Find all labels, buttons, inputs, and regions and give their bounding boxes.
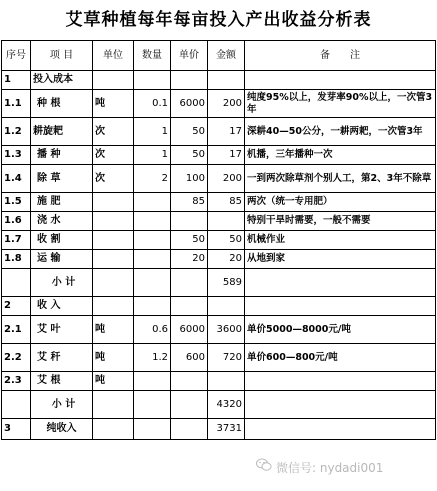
table-row	[2, 118, 436, 146]
row-amount: 200	[208, 90, 245, 118]
row-item: 收 入	[31, 297, 93, 316]
row-amount: 17	[208, 118, 245, 146]
row-note	[245, 391, 436, 419]
row-price	[171, 212, 208, 231]
row-qty	[134, 297, 171, 316]
row-unit	[93, 71, 134, 90]
row-price: 6000	[171, 316, 208, 344]
row-note: 纯度95%以上，发芽率90%以上，一次管3年	[245, 90, 436, 118]
row-seq: 2.3	[2, 372, 31, 391]
row-amount: 200	[208, 165, 245, 193]
row-unit: 吨	[93, 372, 134, 391]
row-item: 播 种	[31, 146, 93, 165]
row-amount	[208, 372, 245, 391]
row-price: 600	[171, 344, 208, 372]
header-price: 单价	[171, 41, 208, 71]
row-qty	[134, 269, 171, 297]
row-seq: 1.6	[2, 212, 31, 231]
row-price: 6000	[171, 90, 208, 118]
table-row	[2, 269, 436, 297]
row-item: 小 计	[31, 391, 93, 419]
row-seq: 1.1	[2, 90, 31, 118]
row-qty: 0.6	[134, 316, 171, 344]
row-unit	[93, 231, 134, 250]
table-row	[2, 250, 436, 269]
table-row	[2, 391, 436, 419]
row-amount	[208, 212, 245, 231]
row-unit: 吨	[93, 316, 134, 344]
row-price	[171, 297, 208, 316]
row-item: 艾 叶	[31, 316, 93, 344]
row-amount	[208, 71, 245, 90]
row-note: 单价600—800元/吨	[245, 344, 436, 372]
row-price: 50	[171, 231, 208, 250]
row-qty	[134, 212, 171, 231]
row-item: 艾 根	[31, 372, 93, 391]
row-seq: 1.8	[2, 250, 31, 269]
row-unit: 次	[93, 146, 134, 165]
row-item: 除 草	[31, 165, 93, 193]
row-seq: 1.5	[2, 193, 31, 212]
row-seq	[2, 269, 31, 297]
row-qty	[134, 419, 171, 440]
table-row	[2, 165, 436, 193]
row-note: 两次（统一专用肥）	[245, 193, 436, 212]
row-unit	[93, 297, 134, 316]
row-note: 机械作业	[245, 231, 436, 250]
row-seq: 1.2	[2, 118, 31, 146]
row-amount: 4320	[208, 391, 245, 419]
table-row	[2, 71, 436, 90]
row-unit	[93, 212, 134, 231]
row-qty: 1	[134, 146, 171, 165]
row-price	[171, 391, 208, 419]
row-seq: 1.7	[2, 231, 31, 250]
row-note	[245, 419, 436, 440]
table-row	[2, 146, 436, 165]
row-price	[171, 71, 208, 90]
table-row	[2, 297, 436, 316]
row-amount	[208, 297, 245, 316]
row-qty	[134, 231, 171, 250]
row-seq: 2.1	[2, 316, 31, 344]
table-row	[2, 90, 436, 118]
row-amount: 3600	[208, 316, 245, 344]
row-qty	[134, 372, 171, 391]
row-amount: 3731	[208, 419, 245, 440]
row-price: 50	[171, 146, 208, 165]
row-qty: 1	[134, 118, 171, 146]
row-price: 50	[171, 118, 208, 146]
table-title: 艾草种植每年每亩投入产出收益分析表	[65, 10, 372, 30]
header-seq: 序号	[2, 41, 31, 71]
analysis-table	[1, 40, 436, 440]
row-qty	[134, 193, 171, 212]
row-unit: 次	[93, 165, 134, 193]
row-price: 85	[171, 193, 208, 212]
row-price	[171, 419, 208, 440]
wechat-icon	[256, 458, 272, 472]
row-amount: 50	[208, 231, 245, 250]
header-amount: 金额	[208, 41, 245, 71]
header-unit: 单位	[93, 41, 134, 71]
row-seq	[2, 391, 31, 419]
row-price	[171, 269, 208, 297]
row-seq: 2	[2, 297, 31, 316]
header-qty: 数量	[134, 41, 171, 71]
row-note: 深耕40—50公分，一耕两耙，一次管3年	[245, 118, 436, 146]
row-unit	[93, 193, 134, 212]
row-seq: 2.2	[2, 344, 31, 372]
header-note: 备 注	[245, 41, 436, 71]
header-item: 项 目	[31, 41, 93, 71]
header-row	[2, 41, 436, 71]
table-row	[2, 316, 436, 344]
row-note: 一到两次除草剂个别人工，第2、3年不除草	[245, 165, 436, 193]
table-row	[2, 231, 436, 250]
row-qty: 2	[134, 165, 171, 193]
row-qty	[134, 391, 171, 419]
row-note	[245, 71, 436, 90]
table-row	[2, 212, 436, 231]
row-note	[245, 297, 436, 316]
row-qty	[134, 250, 171, 269]
row-note: 机播，三年播种一次	[245, 146, 436, 165]
row-price: 100	[171, 165, 208, 193]
row-item: 耕旋耙	[31, 118, 93, 146]
row-unit	[93, 269, 134, 297]
row-item: 艾 秆	[31, 344, 93, 372]
row-note	[245, 372, 436, 391]
row-note: 从地到家	[245, 250, 436, 269]
row-note: 单价5000—8000元/吨	[245, 316, 436, 344]
row-amount: 589	[208, 269, 245, 297]
row-price	[171, 372, 208, 391]
row-unit	[93, 391, 134, 419]
row-item: 浇 水	[31, 212, 93, 231]
row-item: 施 肥	[31, 193, 93, 212]
row-seq: 1.3	[2, 146, 31, 165]
table-row	[2, 193, 436, 212]
row-item: 投入成本	[31, 71, 93, 90]
row-seq: 1	[2, 71, 31, 90]
row-qty: 1.2	[134, 344, 171, 372]
row-amount: 20	[208, 250, 245, 269]
row-price: 20	[171, 250, 208, 269]
watermark-text: 微信号: nydadi001	[276, 461, 384, 475]
row-item: 纯收入	[31, 419, 93, 440]
table-row	[2, 372, 436, 391]
row-unit: 吨	[93, 344, 134, 372]
row-unit	[93, 419, 134, 440]
row-note: 特别干旱时需要，一般不需要	[245, 212, 436, 231]
row-unit: 次	[93, 118, 134, 146]
row-unit: 吨	[93, 90, 134, 118]
row-amount: 17	[208, 146, 245, 165]
row-amount: 85	[208, 193, 245, 212]
row-qty: 0.1	[134, 90, 171, 118]
row-unit	[93, 250, 134, 269]
row-item: 种 根	[31, 90, 93, 118]
row-qty	[134, 71, 171, 90]
table-row	[2, 344, 436, 372]
row-note	[245, 269, 436, 297]
row-amount: 720	[208, 344, 245, 372]
row-seq: 3	[2, 419, 31, 440]
row-item: 收 割	[31, 231, 93, 250]
table-row	[2, 419, 436, 440]
row-seq: 1.4	[2, 165, 31, 193]
row-item: 小 计	[31, 269, 93, 297]
row-item: 运 输	[31, 250, 93, 269]
